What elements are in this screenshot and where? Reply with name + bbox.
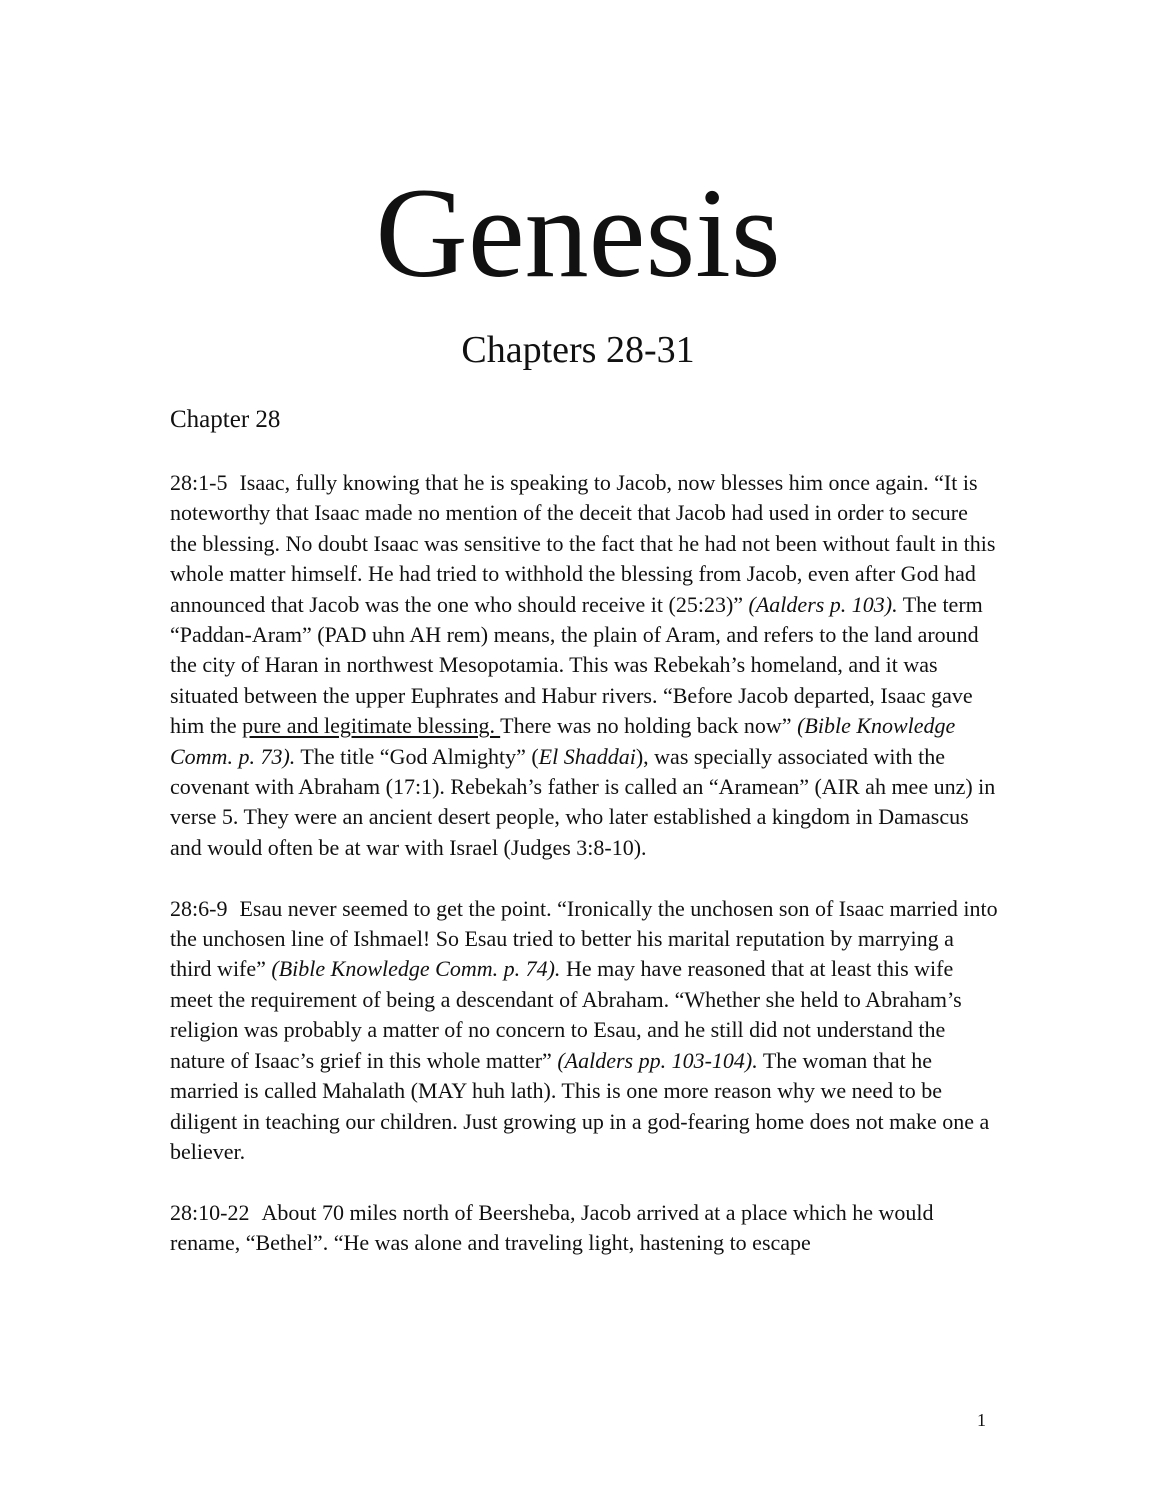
paragraph-28-10-22 [170,1198,1000,1259]
paragraph-text: The title “God Almighty” ( [295,743,539,769]
verse-reference: 28:1-5 [170,470,228,495]
page-number: 1 [977,1410,986,1430]
citation: (Aalders pp. 103-104). [557,1047,758,1073]
document-body [170,468,1000,1289]
citation: (Bible Knowledge Comm. p. 74). [271,956,561,982]
citation: (Bible Knowledge Comm. p. 73). [170,713,956,769]
paragraph-28-1-5 [170,468,1000,863]
verse-reference: 28:10-22 [170,1199,250,1225]
paragraph-28-6-9 [170,894,1000,1168]
paragraph-text: ), was specially associated with the covenant with Abraham (17:1). Rebekah’s father is called an “Aramean” (AIR ah mee unz) in verse 5. They were an ancient desert people, who later established a kingdom in Damascus and would often be at war with Israel (Judges 3:8-10). [170,743,996,860]
verse-reference: 28:6-9 [170,895,228,921]
paragraph-text: He may have reasoned that at least this wife meet the requirement of being a descendant of Abraham. “Whether she held to Abraham’s religion was probably a matter of no concern to Esau, and he still did not understand the nature of Isaac’s grief in this whole matter” [170,956,962,1073]
italic-term: El Shaddai [538,743,636,769]
paragraph-text: Esau never seemed to get the point. “Ironically the unchosen son of Isaac married into the unchosen line of Ishmael! So Esau tried to better his marital reputation by marrying a third wife” [170,895,998,982]
paragraph-text: The term “Paddan-Aram” (PAD uhn AH rem) means, the plain of Aram, and refers to the land around the city of Haran in northwest Mesopotamia. This was Rebekah’s homeland, and it was situated between the upper Euphrates and Habur rivers. “Before Jacob departed, Isaac gave him the [170,591,983,739]
document-subtitle: Chapters 28-31 [461,329,695,371]
paragraph-text: About 70 miles north of Beersheba, Jacob arrived at a place which he would rename, “Bethel”. “He was alone and traveling light, hastening to escape [170,1199,934,1256]
underlined-text: pure and legitimate blessing. [242,713,501,739]
chapter-heading: Chapter 28 [170,406,281,433]
paragraph-text: Isaac, fully knowing that he is speaking to Jacob, now blesses him once again. “It is noteworthy that Isaac made no mention of the deceit that Jacob had used in order to secure the blessing. No doubt Isaac was sensitive to the fact that he had not been without fault in this whole matter himself. He had tried to withhold the blessing from Jacob, even after God had announced that Jacob was the one who should receive it (25:23)” [170,470,996,617]
citation: (Aalders p. 103). [748,591,898,617]
paragraph-text: The woman that he married is called Mahalath (MAY huh lath). This is one more reason why we need to be diligent in teaching our children. Just growing up in a god-fearing home does not make one a believer. [170,1047,990,1164]
document-title: Genesis [375,162,781,304]
paragraph-text: There was no holding back now” [500,713,798,739]
